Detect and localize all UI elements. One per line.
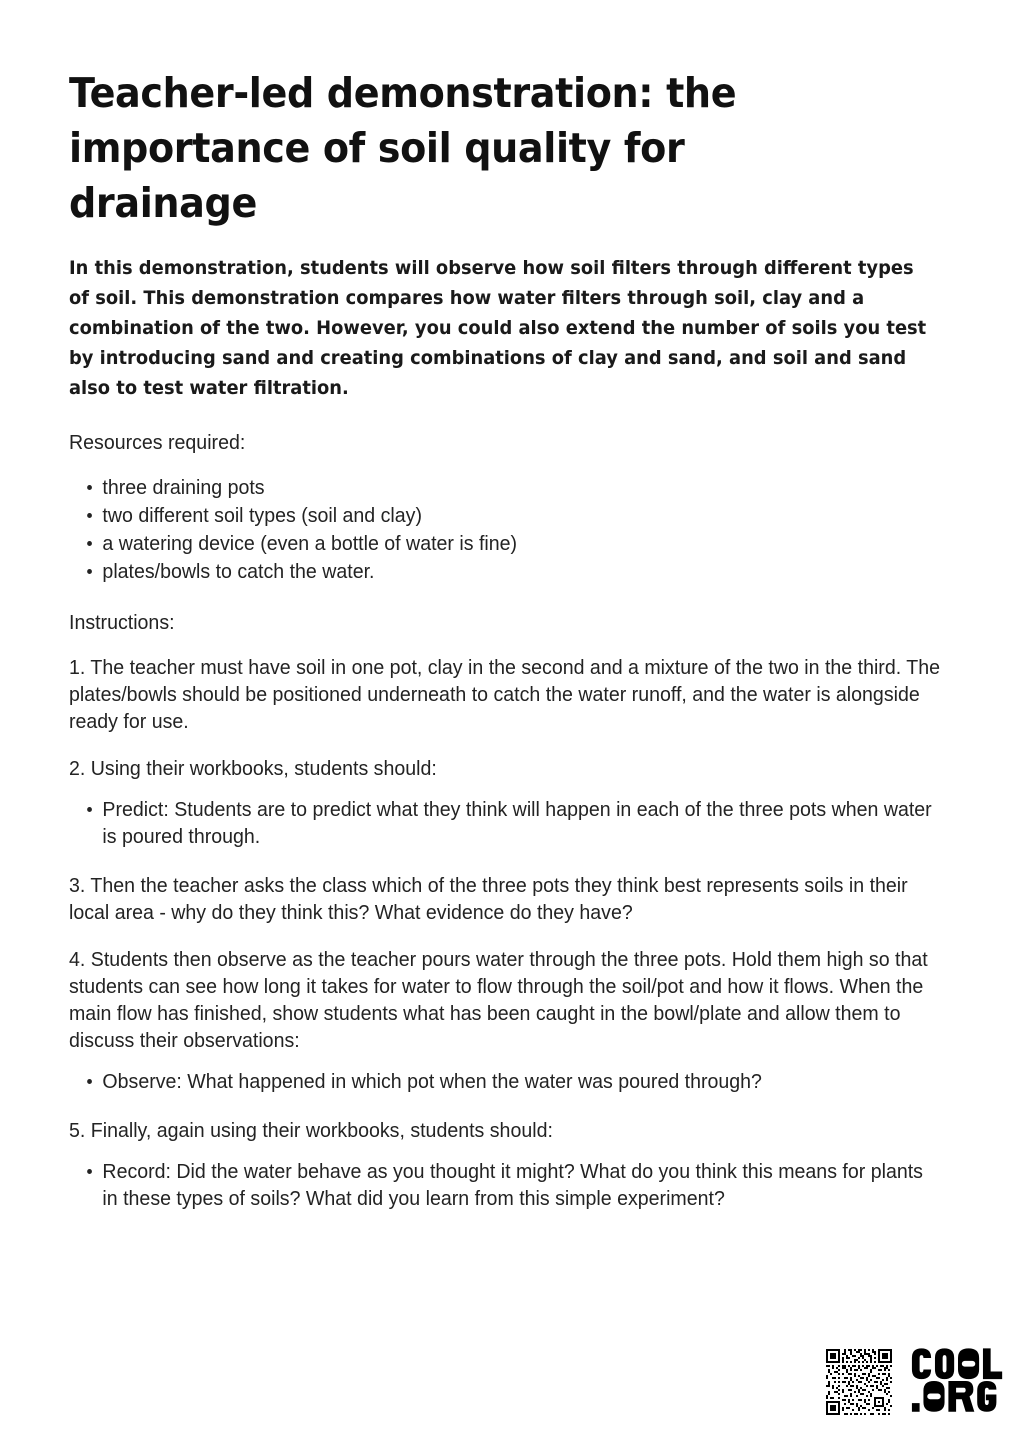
- resources-heading: Resources required:: [69, 431, 246, 454]
- bullet-dot-icon: [87, 541, 92, 546]
- bullet-dot-icon: [87, 569, 92, 574]
- page-title: Teacher-led demonstration: the importance of soil quality for drainage: [69, 69, 737, 227]
- instruction-step-4: 4. Students then observe as the teacher pours water through the three pots. Hold them high so that students can see how long it takes for water to flow through the soil/pot and how it flows. When the main flow has finished, show students what has been caught in the bowl/plate and allow them to discuss their observations:: [69, 948, 928, 1052]
- list-item: [69, 1158, 943, 1212]
- cool-org-logo[interactable]: [910, 1346, 1006, 1418]
- bullet-dot-icon: [87, 513, 92, 518]
- list-item: [69, 530, 943, 557]
- list-item-label: a watering device (even a bottle of water is fine): [102, 532, 518, 555]
- list-item-label: two different soil types (soil and clay): [102, 504, 422, 527]
- qr-code-icon[interactable]: [826, 1349, 892, 1415]
- instruction-step-2: 2. Using their workbooks, students should:: [69, 757, 437, 780]
- list-item-label: three draining pots: [102, 476, 265, 499]
- instruction-step-1: 1. The teacher must have soil in one pot, clay in the second and a mixture of the two in the third. The plates/bowls should be positioned underneath to catch the water runoff, and the water is alongside ready for use.: [69, 656, 940, 733]
- instruction-step-3: 3. Then the teacher asks the class which of the three pots they think best represents soils in their local area - why do they think this? What evidence do they have?: [69, 874, 908, 924]
- list-item: [69, 558, 943, 585]
- list-item-label: Record: Did the water behave as you thought it might? What do you think this means for plants in these types of soils? What did you learn from this simple experiment?: [102, 1160, 923, 1210]
- record-list: [69, 1158, 984, 1212]
- instructions-heading: Instructions:: [69, 611, 175, 634]
- list-item-label: Observe: What happened in which pot when the water was poured through?: [102, 1070, 762, 1093]
- list-item-label: Predict: Students are to predict what they think will happen in each of the three pots when water is poured through.: [102, 798, 932, 848]
- bullet-dot-icon: [87, 1169, 92, 1174]
- intro-paragraph: In this demonstration, students will observe how soil filters through different types of soil. This demonstration compares how water filters through soil, clay and a combination of the two. However, you could also extend the number of soils you test by introducing sand and creating combinations of clay and sand, and soil and sand also to test water filtration.: [69, 257, 927, 399]
- list-item-label: plates/bowls to catch the water.: [102, 560, 375, 583]
- footer-branding: [826, 1342, 996, 1422]
- bullet-dot-icon: [87, 485, 92, 490]
- list-item: [69, 796, 943, 850]
- list-item: [69, 502, 943, 529]
- document-content: [69, 66, 940, 1234]
- bullet-dot-icon: [87, 807, 92, 812]
- list-item: [69, 474, 943, 501]
- bullet-dot-icon: [87, 1079, 92, 1084]
- observe-list: [69, 1068, 984, 1095]
- predict-list: [69, 796, 984, 850]
- list-item: [69, 1068, 943, 1095]
- instruction-step-5: 5. Finally, again using their workbooks, students should:: [69, 1119, 553, 1142]
- resources-list: [69, 474, 984, 585]
